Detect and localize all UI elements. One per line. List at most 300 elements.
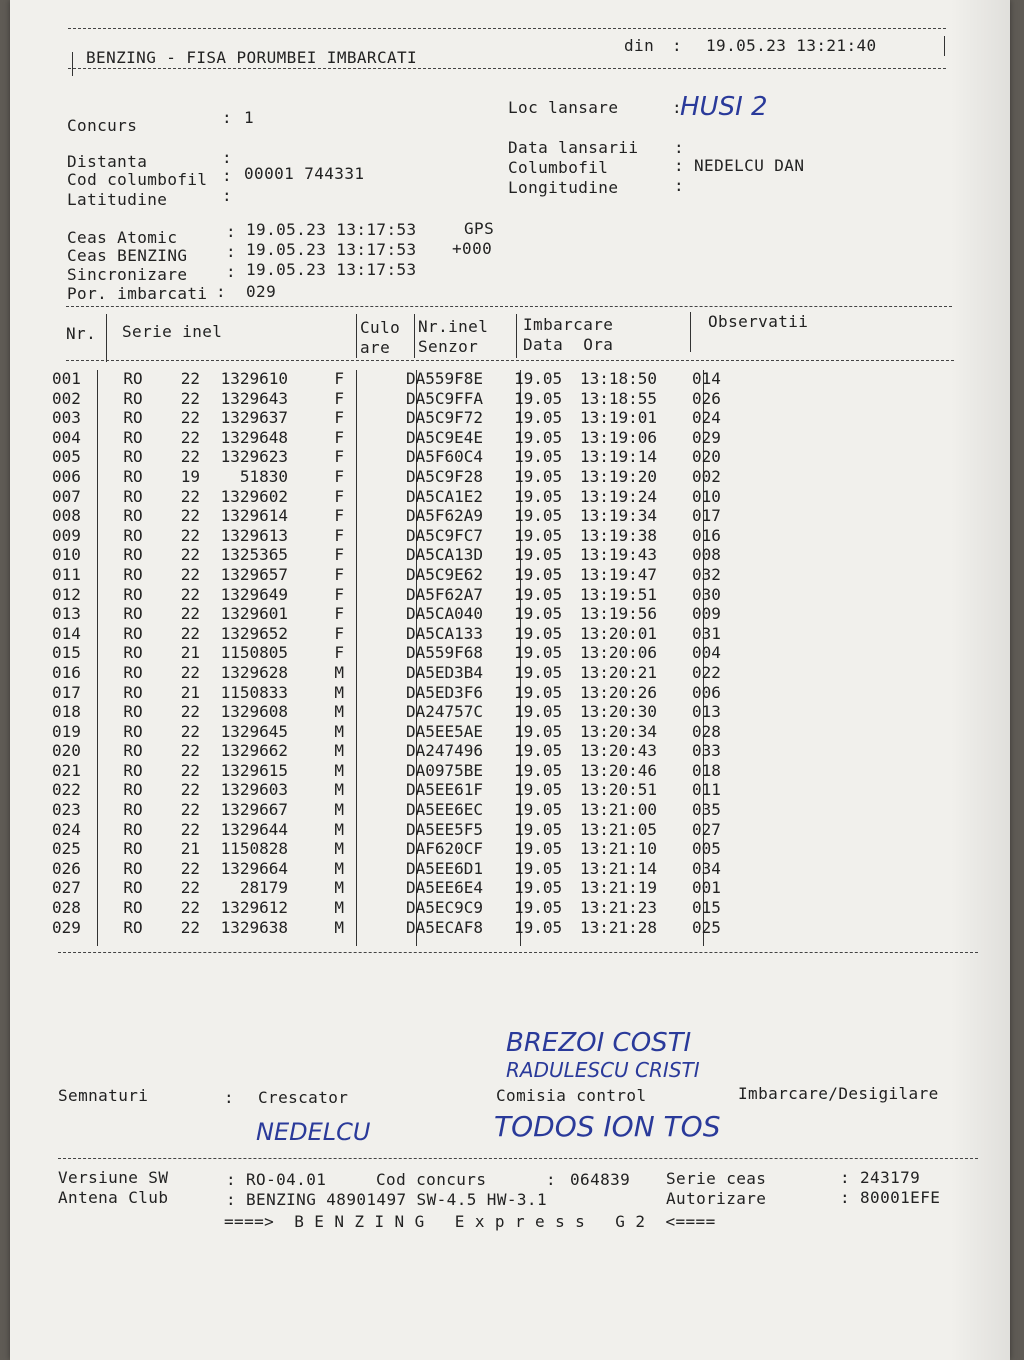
cell-num: 1329657 — [220, 564, 288, 584]
cell-nr: 029 — [52, 917, 81, 937]
cell-date: 19.05 — [514, 466, 563, 486]
autorizare-label: Autorizare — [666, 1189, 767, 1208]
ceas-atomic-value: 19.05.23 13:17:53 — [246, 220, 417, 239]
cell-nr: 005 — [52, 447, 81, 467]
cell-cty: RO — [123, 427, 143, 447]
cell-obs: 011 — [692, 780, 721, 800]
cell-num: 1329667 — [220, 800, 288, 820]
cell-yr: 21 — [180, 643, 200, 663]
cell-time: 13:19:14 — [580, 447, 658, 467]
cell-sensor: DA5EC9C9 — [406, 898, 484, 918]
cell-obs: 025 — [692, 917, 721, 937]
cell-sex: M — [334, 760, 344, 780]
cell-sensor: DA5ED3B4 — [406, 662, 484, 682]
cell-yr: 22 — [180, 898, 200, 918]
cell-nr: 024 — [52, 819, 81, 839]
cell-yr: 22 — [180, 506, 200, 526]
cell-nr: 028 — [52, 898, 81, 918]
table-row — [52, 741, 752, 761]
cell-sensor: DA5EE61F — [406, 780, 484, 800]
cell-time: 13:19:20 — [580, 466, 658, 486]
cell-cty: RO — [123, 878, 143, 898]
col-nrinel-header-1: Nr.inel — [418, 317, 489, 336]
table-row — [52, 585, 752, 605]
cell-yr: 22 — [180, 369, 200, 388]
header-top-rule — [68, 28, 946, 29]
cell-obs: 002 — [692, 466, 721, 486]
cell-obs: 001 — [692, 878, 721, 898]
cell-yr: 22 — [180, 819, 200, 839]
cell-sensor: DA5C9F72 — [406, 408, 484, 428]
col-culoare-header-1: Culo — [360, 318, 401, 337]
table-row — [52, 878, 752, 898]
cell-time: 13:21:05 — [580, 819, 658, 839]
cell-obs: 009 — [692, 604, 721, 624]
cell-obs: 031 — [692, 623, 721, 643]
cell-sex: M — [334, 898, 344, 918]
cell-sex: F — [334, 545, 344, 565]
antena-club-value: BENZING 48901497 SW-4.5 HW-3.1 — [246, 1190, 547, 1209]
antena-club-label: Antena Club — [58, 1188, 169, 1207]
cell-cty: RO — [123, 839, 143, 859]
cell-nr: 025 — [52, 839, 81, 859]
cell-time: 13:21:23 — [580, 898, 658, 918]
col-imbarcare-header-1: Imbarcare — [523, 315, 614, 334]
columbofil-label: Columbofil — [508, 158, 609, 177]
cell-cty: RO — [123, 917, 143, 937]
cell-sex: M — [334, 858, 344, 878]
cell-sensor: DA5F62A9 — [406, 506, 484, 526]
cell-sex: M — [334, 702, 344, 722]
cell-obs: 020 — [692, 447, 721, 467]
semnaturi-label: Semnaturi — [58, 1086, 149, 1105]
cell-time: 13:19:01 — [580, 408, 658, 428]
cell-sex: F — [334, 466, 344, 486]
cell-date: 19.05 — [514, 486, 563, 506]
cell-date: 19.05 — [514, 721, 563, 741]
cell-yr: 22 — [180, 858, 200, 878]
cell-time: 13:20:46 — [580, 760, 658, 780]
cell-sensor: DA247496 — [406, 741, 484, 761]
cell-yr: 22 — [180, 702, 200, 722]
cell-date: 19.05 — [514, 623, 563, 643]
cell-nr: 008 — [52, 506, 81, 526]
cell-num: 1329608 — [220, 702, 288, 722]
cell-time: 13:21:28 — [580, 917, 658, 937]
cell-nr: 001 — [52, 369, 81, 388]
cell-time: 13:19:34 — [580, 506, 658, 526]
cell-yr: 22 — [180, 486, 200, 506]
cell-date: 19.05 — [514, 878, 563, 898]
data-lansarii-label: Data lansarii — [508, 138, 639, 157]
cell-num: 1150833 — [220, 682, 288, 702]
cell-num: 1329644 — [220, 819, 288, 839]
cell-time: 13:19:24 — [580, 486, 658, 506]
cell-obs: 027 — [692, 819, 721, 839]
cell-num: 1329615 — [220, 760, 288, 780]
cell-date: 19.05 — [514, 760, 563, 780]
cell-cty: RO — [123, 584, 143, 604]
cell-obs: 017 — [692, 506, 721, 526]
cell-date: 19.05 — [514, 388, 563, 408]
cell-time: 13:21:19 — [580, 878, 658, 898]
cell-nr: 004 — [52, 427, 81, 447]
cell-sex: F — [334, 623, 344, 643]
cell-sensor: DA5CA133 — [406, 623, 484, 643]
pigeon-table — [52, 369, 752, 937]
cell-cty: RO — [123, 623, 143, 643]
cell-time: 13:20:30 — [580, 702, 658, 722]
print-date-value: 19.05.23 13:21:40 — [706, 36, 877, 55]
cell-cty: RO — [123, 800, 143, 820]
cell-obs: 013 — [692, 702, 721, 722]
distanta-label: Distanta — [67, 152, 148, 171]
cell-time: 13:20:01 — [580, 623, 658, 643]
cell-sex: M — [334, 819, 344, 839]
cell-nr: 017 — [52, 682, 81, 702]
header-right-bar — [944, 36, 945, 56]
cell-time: 13:19:56 — [580, 604, 658, 624]
cod-concurs-label: Cod concurs — [376, 1170, 487, 1189]
cell-date: 19.05 — [514, 584, 563, 604]
cell-date: 19.05 — [514, 839, 563, 859]
cell-yr: 22 — [180, 760, 200, 780]
cell-obs: 004 — [692, 643, 721, 663]
cell-obs: 035 — [692, 800, 721, 820]
cell-cty: RO — [123, 388, 143, 408]
table-row — [52, 683, 752, 703]
cod-columbofil-value: 00001 744331 — [244, 164, 365, 183]
cell-num: 51830 — [239, 466, 288, 486]
table-row — [52, 839, 752, 859]
cell-date: 19.05 — [514, 800, 563, 820]
handwritten-signature-nedelcu: NEDELCU — [256, 1118, 371, 1146]
cell-sensor: DA559F8E — [406, 369, 484, 388]
handwritten-signature-brezoi: BREZOI COSTI — [506, 1028, 692, 1058]
concurs-value: 1 — [244, 108, 255, 127]
handwritten-signature-todos: TODOS ION TOS — [494, 1110, 721, 1143]
table-row — [52, 545, 752, 565]
cell-num: 1329643 — [220, 388, 288, 408]
col-observatii-header: Observatii — [708, 312, 809, 331]
cell-cty: RO — [123, 506, 143, 526]
cell-sex: F — [334, 525, 344, 545]
cell-sex: M — [334, 721, 344, 741]
cell-cty: RO — [123, 643, 143, 663]
cell-yr: 22 — [180, 584, 200, 604]
autorizare-value: 80001EFE — [860, 1188, 941, 1207]
cell-sensor: DA559F68 — [406, 643, 484, 663]
versiune-sw-value: RO-04.01 — [246, 1170, 327, 1189]
table-row — [52, 447, 752, 467]
cell-obs: 028 — [692, 721, 721, 741]
cell-yr: 22 — [180, 408, 200, 428]
cell-yr: 21 — [180, 682, 200, 702]
cell-sex: M — [334, 662, 344, 682]
cell-time: 13:20:21 — [580, 662, 658, 682]
cell-obs: 005 — [692, 839, 721, 859]
cell-nr: 003 — [52, 408, 81, 428]
cod-columbofil-label: Cod columbofil — [67, 170, 208, 189]
cell-sex: M — [334, 780, 344, 800]
cell-date: 19.05 — [514, 819, 563, 839]
cell-num: 1329664 — [220, 858, 288, 878]
cell-nr: 014 — [52, 623, 81, 643]
ceas-benzing-value: 19.05.23 13:17:53 — [246, 240, 417, 259]
cell-sex: F — [334, 408, 344, 428]
cell-yr: 22 — [180, 525, 200, 545]
cell-time: 13:20:51 — [580, 780, 658, 800]
sincronizare-value: 19.05.23 13:17:53 — [246, 260, 417, 279]
cell-nr: 020 — [52, 741, 81, 761]
cell-nr: 007 — [52, 486, 81, 506]
cell-cty: RO — [123, 447, 143, 467]
cell-num: 1329614 — [220, 506, 288, 526]
cell-sex: M — [334, 682, 344, 702]
cell-nr: 019 — [52, 721, 81, 741]
cell-obs: 030 — [692, 584, 721, 604]
table-row — [52, 408, 752, 428]
cell-obs: 018 — [692, 760, 721, 780]
col-nrinel-header-2: Senzor — [418, 337, 479, 356]
cell-time: 13:19:43 — [580, 545, 658, 565]
cell-sensor: DA5F62A7 — [406, 584, 484, 604]
cell-num: 1329602 — [220, 486, 288, 506]
cell-sensor: DA5C9E4E — [406, 427, 484, 447]
col-serie-header: Serie inel — [122, 322, 223, 341]
table-row — [52, 487, 752, 507]
cell-date: 19.05 — [514, 525, 563, 545]
cell-obs: 006 — [692, 682, 721, 702]
cell-sensor: DA5ECAF8 — [406, 917, 484, 937]
cell-num: 1329601 — [220, 604, 288, 624]
cell-nr: 009 — [52, 525, 81, 545]
ceas-benzing-suffix: +000 — [452, 239, 493, 258]
cell-date: 19.05 — [514, 506, 563, 526]
cell-sensor: DA5C9F28 — [406, 466, 484, 486]
cell-sensor: DA5CA1E2 — [406, 486, 484, 506]
concurs-label: Concurs — [67, 116, 138, 135]
cell-nr: 016 — [52, 662, 81, 682]
cell-sex: F — [334, 486, 344, 506]
cell-nr: 006 — [52, 466, 81, 486]
cell-cty: RO — [123, 780, 143, 800]
cell-time: 13:19:47 — [580, 564, 658, 584]
cell-time: 13:21:14 — [580, 858, 658, 878]
cell-sex: F — [334, 506, 344, 526]
table-row — [52, 604, 752, 624]
comisia-control-label: Comisia control — [496, 1086, 647, 1105]
print-date-label: din — [624, 36, 655, 55]
cell-sensor: DAF620CF — [406, 839, 484, 859]
crescator-label: Crescator — [258, 1088, 349, 1107]
table-row — [52, 467, 752, 487]
por-imbarcati-label: Por. imbarcati — [67, 284, 208, 303]
cell-sensor: DA5CA040 — [406, 604, 484, 624]
cell-time: 13:21:00 — [580, 800, 658, 820]
document-title: BENZING - FISA PORUMBEI IMBARCATI — [86, 48, 418, 67]
cell-nr: 021 — [52, 760, 81, 780]
cell-num: 1329603 — [220, 780, 288, 800]
cell-num: 1325365 — [220, 545, 288, 565]
table-row — [52, 428, 752, 448]
serie-ceas-label: Serie ceas — [666, 1169, 767, 1188]
cell-date: 19.05 — [514, 702, 563, 722]
cell-cty: RO — [123, 564, 143, 584]
cell-cty: RO — [123, 741, 143, 761]
cell-time: 13:20:43 — [580, 741, 658, 761]
col-nr-header: Nr. — [66, 324, 97, 343]
cell-yr: 22 — [180, 604, 200, 624]
cell-obs: 032 — [692, 564, 721, 584]
cell-date: 19.05 — [514, 898, 563, 918]
header-left-bar — [72, 52, 73, 76]
cell-obs: 034 — [692, 858, 721, 878]
cell-date: 19.05 — [514, 564, 563, 584]
cell-num: 1150805 — [220, 643, 288, 663]
handwritten-signature-radulescu: RADULESCU CRISTI — [506, 1058, 700, 1082]
cell-cty: RO — [123, 466, 143, 486]
ceas-benzing-label: Ceas BENZING — [67, 246, 188, 265]
cell-date: 19.05 — [514, 545, 563, 565]
cell-obs: 015 — [692, 898, 721, 918]
cell-sensor: DA5C9FC7 — [406, 525, 484, 545]
cell-date: 19.05 — [514, 917, 563, 937]
cell-yr: 22 — [180, 447, 200, 467]
cell-obs: 033 — [692, 741, 721, 761]
table-row — [52, 565, 752, 585]
cell-sensor: DA5EE6EC — [406, 800, 484, 820]
cell-obs: 008 — [692, 545, 721, 565]
cell-date: 19.05 — [514, 858, 563, 878]
latitudine-label: Latitudine — [67, 190, 168, 209]
cell-num: 1329637 — [220, 408, 288, 428]
cell-num: 1329623 — [220, 447, 288, 467]
cell-sex: F — [334, 604, 344, 624]
cell-sex: F — [334, 447, 344, 467]
cell-yr: 19 — [180, 466, 200, 486]
cell-yr: 22 — [180, 721, 200, 741]
cell-cty: RO — [123, 486, 143, 506]
cell-cty: RO — [123, 858, 143, 878]
sincronizare-label: Sincronizare — [67, 265, 188, 284]
cell-sensor: DA24757C — [406, 702, 484, 722]
loc-lansare-handwritten: HUSI 2 — [680, 92, 768, 122]
cell-sensor: DA0975BE — [406, 760, 484, 780]
cell-date: 19.05 — [514, 662, 563, 682]
versiune-sw-label: Versiune SW — [58, 1168, 169, 1187]
cell-sensor: DA5ED3F6 — [406, 682, 484, 702]
cell-date: 19.05 — [514, 447, 563, 467]
table-row — [52, 663, 752, 683]
cell-sex: M — [334, 839, 344, 859]
cell-obs: 014 — [692, 369, 721, 388]
table-row — [52, 859, 752, 879]
table-row — [52, 898, 752, 918]
cell-yr: 22 — [180, 741, 200, 761]
cell-obs: 024 — [692, 408, 721, 428]
col-culoare-header-2: are — [360, 338, 391, 357]
cell-date: 19.05 — [514, 427, 563, 447]
cell-nr: 013 — [52, 604, 81, 624]
cell-num: 1150828 — [220, 839, 288, 859]
cell-date: 19.05 — [514, 643, 563, 663]
cell-nr: 015 — [52, 643, 81, 663]
table-bottom-rule — [58, 952, 978, 953]
cell-yr: 21 — [180, 839, 200, 859]
serie-ceas-value: 243179 — [860, 1168, 921, 1187]
cell-date: 19.05 — [514, 780, 563, 800]
cell-sex: F — [334, 369, 344, 388]
cell-num: 1329648 — [220, 427, 288, 447]
cell-sensor: DA5EE5AE — [406, 721, 484, 741]
cell-date: 19.05 — [514, 369, 563, 388]
cell-yr: 22 — [180, 623, 200, 643]
table-row — [52, 820, 752, 840]
cell-obs: 010 — [692, 486, 721, 506]
cell-yr: 22 — [180, 545, 200, 565]
cell-num: 1329628 — [220, 662, 288, 682]
cell-cty: RO — [123, 898, 143, 918]
ceas-atomic-suffix: GPS — [464, 219, 495, 238]
cell-cty: RO — [123, 702, 143, 722]
cell-yr: 22 — [180, 878, 200, 898]
cell-yr: 22 — [180, 917, 200, 937]
cell-num: 1329662 — [220, 741, 288, 761]
cell-yr: 22 — [180, 662, 200, 682]
cell-date: 19.05 — [514, 604, 563, 624]
cell-cty: RO — [123, 545, 143, 565]
cell-cty: RO — [123, 760, 143, 780]
cell-num: 1329613 — [220, 525, 288, 545]
table-row — [52, 761, 752, 781]
table-row — [52, 918, 752, 938]
cell-time: 13:20:34 — [580, 721, 658, 741]
table-header-bottom-rule — [66, 360, 954, 361]
cell-time: 13:19:38 — [580, 525, 658, 545]
table-row — [52, 780, 752, 800]
cell-time: 13:18:50 — [580, 369, 658, 388]
ceas-atomic-label: Ceas Atomic — [67, 228, 178, 247]
cell-sensor: DA5C9FFA — [406, 388, 484, 408]
cell-cty: RO — [123, 662, 143, 682]
cell-date: 19.05 — [514, 408, 563, 428]
cell-num: 1329612 — [220, 898, 288, 918]
imbarcare-desigilare-label: Imbarcare/Desigilare — [738, 1084, 939, 1103]
cell-cty: RO — [123, 369, 143, 388]
cell-time: 13:20:26 — [580, 682, 658, 702]
cell-nr: 012 — [52, 584, 81, 604]
cell-time: 13:19:51 — [580, 584, 658, 604]
cell-sensor: DA5CA13D — [406, 545, 484, 565]
cell-sensor: DA5EE6E4 — [406, 878, 484, 898]
cod-concurs-value: 064839 — [570, 1170, 631, 1189]
cell-nr: 010 — [52, 545, 81, 565]
cell-num: 28179 — [239, 878, 288, 898]
cell-cty: RO — [123, 525, 143, 545]
cell-obs: 022 — [692, 662, 721, 682]
cell-time: 13:19:06 — [580, 427, 658, 447]
cell-sex: F — [334, 584, 344, 604]
table-header-top-rule — [66, 306, 952, 307]
cell-sensor: DA5F60C4 — [406, 447, 484, 467]
cell-sex: M — [334, 741, 344, 761]
cell-sex: F — [334, 388, 344, 408]
cell-yr: 22 — [180, 427, 200, 447]
cell-cty: RO — [123, 604, 143, 624]
benzing-express-banner: ====> B E N Z I N G E x p r e s s G 2 <==== — [224, 1212, 716, 1231]
cell-sex: M — [334, 917, 344, 937]
